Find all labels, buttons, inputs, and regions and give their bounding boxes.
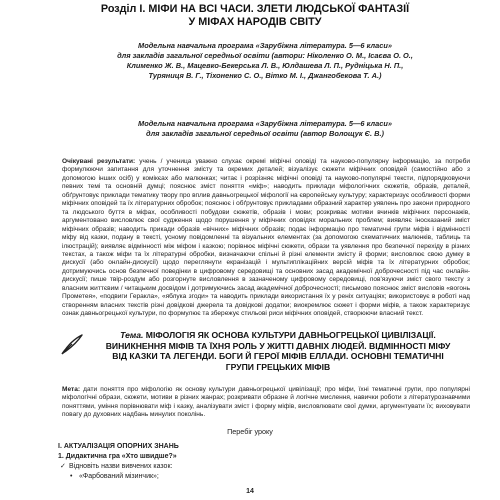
topic-line-4: ГРУПИ ГРЕЦЬКИХ МІФІВ bbox=[225, 361, 331, 372]
list-item bbox=[58, 472, 468, 482]
model-program-1 bbox=[65, 41, 465, 81]
lesson-goal-paragraph bbox=[62, 386, 470, 420]
list-item-text: Відновіть назви вивчених казок: bbox=[69, 463, 173, 470]
program-1-line-1: Модельна навчальна програма «Зарубіжна література. 5—6 класи» bbox=[138, 41, 392, 50]
expected-results-text: учень / ученица уважно слухає окремі міфічні оповіді та науково-популярну інформацію, за потреби формулюючи запитання для уточнення змісту та окремих деталей; візуалізує сюжети міфічних оповідей (самостійно або з допомогою інших осіб) у комікєах або малюнках; читає і розрізняє міфічні оповіді та науково-популярні тексти, підпорядковуючи певних темі та основній думці; пояснює зміст поняття «міф»; наводить приклади міфологічних сюжетів, образів, деталей, обґрунтовує приклади тематику твору про вплив давньогрецької міфології на європейську культуру; характеризує особливості форми міфічних оповідей та їх літературних обробок; пояснює і обґрунтовує прикладами образний характер уявлень про закони природного та людського буття в міфах, особливості побудови сюжетів, образів і мови; розкриває мотиви вчинків міфічних персонажів, аргументовано висловлює свої судження щодо порушення у міфічних оповідях моральних проблем; виявляє іносказаний зміст міфічних образів; наводить прикади образів «вічних» міфічних образів; подає інформацію про тематичні групи міфів і відмінності міфу від казки, подану в тексті, усному повідомленні та візуальних елементах (за допомогою схематичних малюнків, таблиць та ілюстрацій); виявляє відмінності між міфом і казкою; порівнює міфічні сюжети, образи та уявлення про безпечної перехіду в різних текстах, а також міфи та їх літературні обробки, визначаючи спільні й різні елементи змісту й форми; висловлює свою думку в дискусії (або онлайн-дискусії) щодо переглянути екранізацій і мультиплікаційних версій міфів та їх літературних обробок; дотримуючись основ безпечної поведінки в цифровому середовищі та основних засад академічної доброчесності під час онлайн-дискусії; пише твір-роздум або розгорнуте висловлення в зазначеному цифровому середовищі, пов'язуючи зміст свого тексту з власним життєвим / читацьким досвідом і дотримуючись засад академічної доброчесності; письмово пояснює зміст висловів «вогонь Прометея», «подвиги Геракла», «яблука згоди» та наводить приклади використання їх у реніх ситуаціях; використовує в роботі над створенням власних текстів різні довідкові джерела та довідкові додатки; виокремлює сюжет і форми міфів, а також характеризує ознак давньогрецької культури, по формулює та збережує стильові риси міфічних оповідей, створюючи власний текст. bbox=[62, 158, 470, 318]
program-1-line-3: Клименко Ж. В., Мацевко-Бекерська Л. В., Юлдашева Л. П., Рудніцька Н. П., bbox=[126, 61, 404, 70]
lesson-topic-heading bbox=[86, 330, 470, 372]
section-actualization bbox=[58, 442, 468, 482]
topic-line-1: МІФОЛОГІЯ ЯК ОСНОВА КУЛЬТУРИ ДАВНЬОГРЕЦЬКОЇ ЦИВІЛІЗАЦІЇ. bbox=[143, 330, 436, 340]
section-title: І. АКТУАЛІЗАЦІЯ ОПОРНИХ ЗНАНЬ bbox=[58, 443, 179, 450]
bullet-icon: • bbox=[70, 473, 73, 480]
page-number: 14 bbox=[246, 488, 254, 495]
quill-pen-icon bbox=[60, 333, 84, 355]
topic-line-3: ВІД КАЗКИ ТА ЛЕГЕНДИ. БОГИ Й ГЕРОЇ МІФІВ ЕЛЛАДИ. ОСНОВНІ ТЕМАТИЧНІ bbox=[112, 351, 444, 361]
topic-line-2: ВИНИКНЕННЯ МІФІВ ТА ЇХНЯ РОЛЬ У ЖИТТІ ДАВНІХ ЛЮДЕЙ. ВІДМІННОСТІ МІФУ bbox=[105, 340, 451, 351]
chapter-title-line-2: У МІФАХ НАРОДІВ СВІТУ bbox=[188, 16, 322, 28]
model-program-2 bbox=[65, 119, 465, 139]
lesson-progress-title: Перебіг уроку bbox=[227, 427, 273, 436]
expected-results-label: Очікувані результати: bbox=[62, 158, 136, 165]
program-1-line-2: для закладів загальної середньої освіти (автори: Ніколенко О. М., Ісаєва О. О., bbox=[117, 51, 413, 60]
goal-label: Мета: bbox=[62, 386, 81, 393]
expected-results-paragraph bbox=[62, 158, 470, 319]
list-item bbox=[58, 462, 468, 472]
checkmark-icon: ✓ bbox=[60, 463, 66, 470]
goal-text: дати поняття про міфологію як основу культури давньогрецької цивілізації; про міфи, їхні тематичні групи, про популярні міфологічні образи, сюжети, мотиви в різних жанрах; розкривати образне й логічне мислення, навички роботи з літературознавчими поняттями, уміння порівнювати міф і казку, аналізувати зміст і форму міфів, висловлювати свої думки, аргументувати їх; виховувати повагу до духовних надбань минулих поколінь. bbox=[62, 386, 470, 419]
topic-label: Тема. bbox=[120, 330, 144, 340]
didactic-game-title: 1. Дидактична гра «Хто швидше?» bbox=[58, 453, 177, 460]
chapter-title bbox=[40, 3, 470, 29]
list-item-text: «Фарбований мізинчик»; bbox=[79, 473, 159, 480]
chapter-title-line-1: Розділ І. МІФИ НА ВСІ ЧАСИ. ЗЛЕТИ ЛЮДСЬКОЇ ФАНТАЗІЇ bbox=[100, 3, 410, 15]
program-2-line-2: для закладів загальної середньої освіти (автор Волощук Є. В.) bbox=[146, 129, 384, 138]
program-2-line-1: Модельна навчальна програма «Зарубіжна література. 5—6 класи» bbox=[138, 119, 392, 128]
program-1-line-4: Туряниця В. Г., Тіхоненко С. О., Вітко М. І., Джангобекова Т. А.) bbox=[148, 71, 382, 80]
